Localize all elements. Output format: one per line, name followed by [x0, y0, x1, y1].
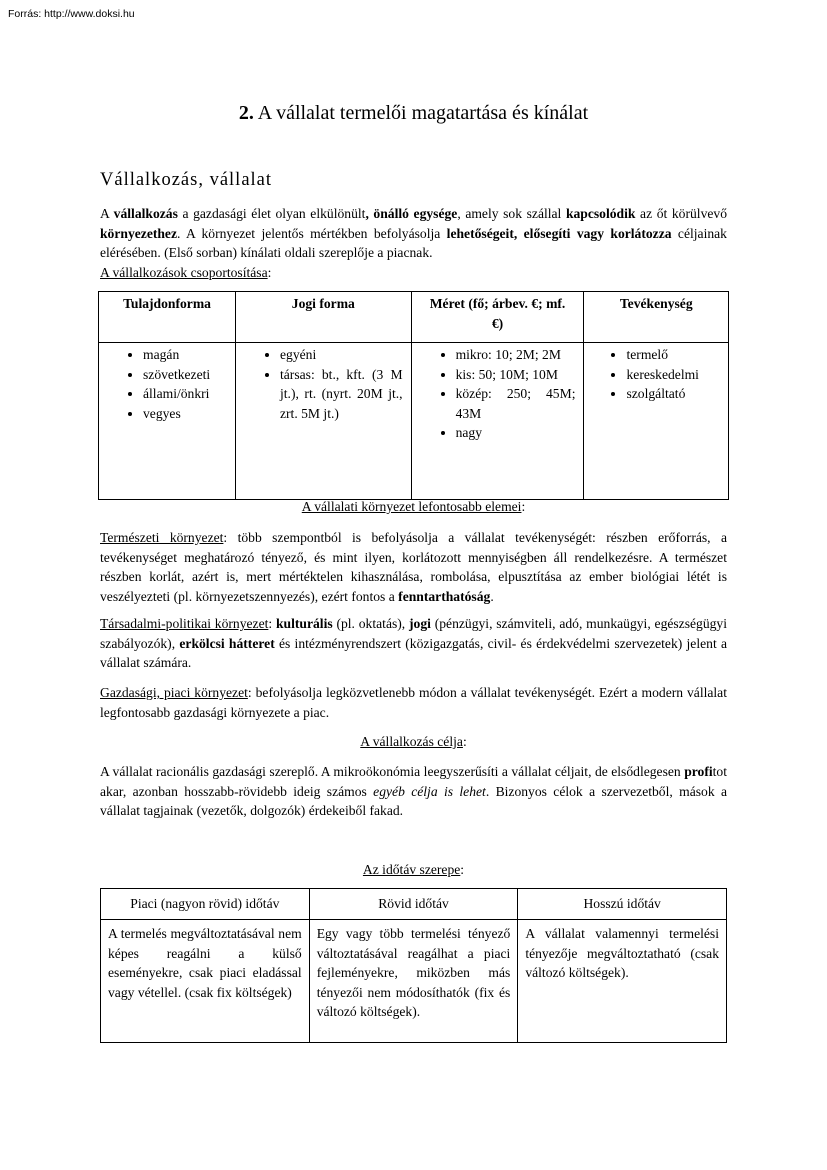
economic-environment-paragraph	[100, 683, 727, 722]
list-item: • szövetkezeti	[143, 365, 235, 385]
environment-caption-text: A vállalati környezet lefontosabb elemei	[301, 499, 522, 514]
economic-label: Gazdasági, piaci környezet	[100, 685, 248, 700]
classification-table	[98, 291, 729, 500]
intro-bold-1: vállalkozás	[113, 206, 178, 221]
list-item: • termelő	[626, 345, 728, 365]
source-line: Forrás: http://www.doksi.hu	[8, 8, 135, 20]
goal-bold-1: profi	[684, 764, 713, 779]
goal-text-3: . Bizonyos célok a szervezetből, mások a vállalat tagjainak (vezetők, dolgozók) érdekeiből fakad.	[100, 783, 728, 818]
page-title	[0, 101, 827, 125]
list-item: • társas: bt., kft. (3 M jt.), rt. (nyrt. 20M jt., zrt. 5M jt.)	[280, 365, 403, 424]
intro-text-4: az őt körülvevő	[635, 206, 728, 221]
ownership-list	[99, 345, 235, 423]
header-long-horizon: Hosszú időtáv	[518, 889, 727, 920]
activity-list	[584, 345, 728, 404]
time-horizon-table	[100, 888, 727, 1043]
environment-caption	[0, 497, 827, 517]
social-bold-1: kulturális	[275, 616, 333, 631]
intro-paragraph	[100, 204, 727, 282]
header-ownership: Tulajdonforma	[99, 292, 236, 343]
activity-cell	[584, 343, 729, 500]
list-item: • kis: 50; 10M; 10M	[456, 365, 576, 385]
size-cell	[411, 343, 584, 500]
header-market-horizon: Piaci (nagyon rövid) időtáv	[101, 889, 310, 920]
intro-text-2: a gazdasági élet olyan elkülönült	[177, 206, 366, 221]
title-number: 2.	[238, 102, 254, 124]
social-environment-paragraph	[100, 614, 727, 673]
header-activity: Tevékenység	[584, 292, 729, 343]
goal-italic-1: egyéb célja is lehet	[373, 783, 486, 799]
header-size: Méret (fő; árbev. €; mf. €)	[411, 292, 584, 343]
short-horizon-cell: Egy vagy több termelési tényező változtatásával reagálhat a piaci fejleményekre, miközben más tényezői nem módosíthatók (fix és változó költségek).	[309, 920, 518, 1043]
grouping-colon: :	[267, 264, 272, 280]
social-bold-2: jogi	[409, 616, 431, 631]
list-item: • szolgáltató	[626, 384, 728, 404]
legal-cell	[236, 343, 412, 500]
grouping-label: A vállalkozások csoportosítása	[100, 264, 268, 280]
section-heading: Vállalkozás, vállalat	[100, 170, 273, 190]
natural-bold: fenntarthatóság	[398, 588, 491, 604]
goal-text-2: tot akar, azonban hosszabb-rövidebb ideig számos	[100, 764, 727, 799]
natural-label: Természeti környezet	[100, 530, 224, 545]
social-text-1: :	[268, 616, 276, 631]
list-item: • állami/önkri	[143, 384, 235, 404]
header-legal: Jogi forma	[236, 292, 412, 343]
title-text: A vállalat termelői magatartása és kínálat	[253, 102, 589, 124]
list-item: • vegyes	[143, 404, 235, 424]
intro-text-3: , amely sok szállal	[457, 206, 566, 221]
social-text-4: és intézményrendszert (közigazgatás, civil- és érdekvédelmi szervezetek) jelent a vállalat számára.	[100, 635, 728, 670]
goal-caption-colon: :	[462, 734, 467, 749]
intro-bold-3: kapcsolódik	[565, 206, 636, 221]
goal-text-1: A vállalat racionális gazdasági szereplő. A mikroökonómia leegyszerűsíti a vállalat céljait, de elsődlegesen	[100, 764, 685, 779]
market-horizon-cell: A termelés megváltoztatásával nem képes reagálni a külső eseményekre, csak piaci eladással vagy vétellel. (csak fix költségek)	[101, 920, 310, 1043]
list-item: • nagy	[456, 423, 576, 443]
list-item: • mikro: 10; 2M; 2M	[456, 345, 576, 365]
list-item: • kereskedelmi	[626, 365, 728, 385]
natural-end: .	[490, 588, 494, 604]
social-text-2: (pl. oktatás),	[332, 616, 409, 631]
natural-environment-paragraph	[100, 528, 727, 606]
horizon-caption-text: Az időtáv szerepe	[362, 862, 461, 877]
legal-list	[236, 345, 411, 423]
list-item: • közép: 250; 45M; 43M	[456, 384, 576, 423]
intro-text-5: . A környezet jelentős mértékben befolyásolja	[177, 225, 447, 241]
goal-caption-text: A vállalkozás célja	[360, 734, 463, 749]
intro-bold-4: környezethez	[100, 225, 178, 241]
economic-text: : befolyásolja legközvetlenebb módon a vállalat tevékenységét. Ezért a modern vállalat legfontosabb gazdasági környezete a piac.	[100, 685, 727, 720]
intro-bold-5: lehetőségeit, elősegíti vagy korlátozza	[446, 225, 672, 241]
intro-text-6: céljainak elérésében. (Első sorban) kínálati oldali szereplője a piacnak.	[100, 225, 727, 260]
social-bold-3: erkölcsi hátteret	[179, 635, 275, 651]
intro-text-1: A	[100, 206, 114, 221]
list-item: • magán	[143, 345, 235, 365]
horizon-caption	[0, 860, 827, 880]
natural-text: : több szempontból is befolyásolja a vállalat tevékenységét: részben erőforrás, a tevékenységet meghatározó tényező, és mint ilyen, korlátozott mennyiségben áll rendelkezésre. A természet részben korlát, azért is, mert mértéktelen kihasználása, rombolása, elpusztítása az ember biológiai létét is veszélyezteti (pl. környezetszennyezés), ezért fontos a	[100, 530, 727, 604]
goal-paragraph	[100, 762, 727, 821]
horizon-caption-colon: :	[460, 862, 465, 877]
intro-bold-2: , önálló egysége	[365, 206, 458, 221]
social-label: Társadalmi-politikai környezet	[100, 616, 269, 631]
header-short-horizon: Rövid időtáv	[309, 889, 518, 920]
goal-caption	[0, 732, 827, 752]
size-list	[412, 345, 584, 443]
social-text-3: (pénzügyi, számviteli, adó, munkaügyi, egészségügyi szabályozók),	[100, 616, 728, 651]
long-horizon-cell: A vállalat valamennyi termelési tényezője megváltoztatható (csak változó költségek).	[518, 920, 727, 1043]
list-item: • egyéni	[280, 345, 403, 365]
ownership-cell	[99, 343, 236, 500]
environment-caption-colon: :	[521, 499, 526, 514]
